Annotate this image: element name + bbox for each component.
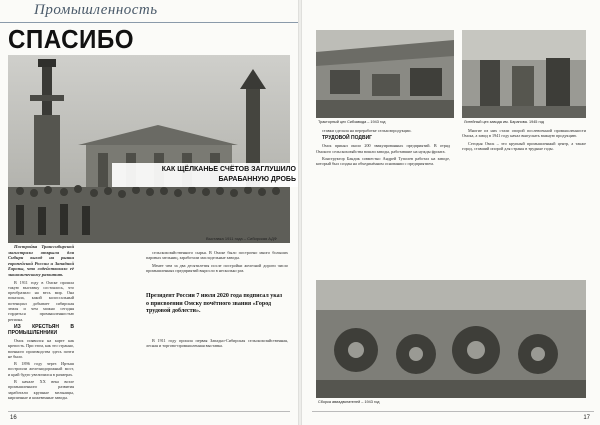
intro-paragraph: Постройка Транссибирской магистрали открыла для Сибири выход на рынки европейской России и Западной Европы, что содействовало её экономическому развитию. — [8, 244, 74, 277]
section-divider — [0, 22, 298, 23]
paragraph: Омск принял около 200 эвакуированных предприятий. В отряд Омского сельскохозяйства вошли заводы, работавшие на нужды фронта. — [316, 143, 450, 154]
paragraph: Менее чем за два десятилетия после постройки железной дороги число промышленных предприятий выросло в несколько раз. — [146, 262, 288, 273]
paragraph: Сегодня Омск – это крупный промышленный центр, а также город, ставший опорой для страны в трудные годы. — [462, 140, 586, 151]
factory-photo-2 — [462, 30, 586, 118]
page-number: 16 — [10, 415, 17, 421]
paragraph: ставки сделала на переработке сельхозпродукции. — [322, 128, 412, 133]
factory-photo-1 — [316, 30, 454, 118]
column-1 — [8, 244, 74, 410]
subheading: ТРУДОВОЙ ПОДВИГ — [322, 135, 373, 142]
left-page — [0, 0, 298, 425]
foundry-photo — [462, 30, 586, 118]
paragraph: В 1896 году через Иртыш построили железнодорожный мост, и край будто увеличился в размерах. — [8, 361, 74, 377]
exhibition-photo — [8, 55, 290, 243]
paragraph: Многие из них стали опорой послевоенной промышленности Омска, а завод в 1941 году начал выпускать важную продукцию. — [462, 128, 586, 139]
main-photo — [8, 55, 290, 243]
tractor-shop-photo — [316, 30, 454, 118]
assembly-photo — [316, 280, 586, 398]
paragraph: Конструктор Бандик совместно Андрей Туполев работал на заводе, который был создан на объединённом основании с предприятием. — [316, 155, 450, 167]
photo-caption: Сборка авиадвигателей – 1943 год — [318, 400, 380, 404]
paragraph: В 1911 году в Омске прошла такую выставку состоялось, что преобразило на весь мир. Она показала, какой колоссальный потенциал добывает сибирская земля и чем можно сегодня гордиться промышленностью региона. — [8, 279, 74, 322]
paragraph: В начале XX века возле промышленного развития заработали крупные мельницы, кирпичные и кожевенные заводы. — [8, 379, 74, 400]
photo-overlay-caption: КАК ЩЁЛКАНЬЕ СЧЁТОВ ЗАГЛУШИЛО БАРАБАННУЮ ДРОБЬ — [112, 163, 298, 187]
factory-photo-3 — [316, 280, 586, 398]
right-page — [302, 0, 600, 425]
paragraph: В 1911 году прошла первая Западно-Сибирская сельскохозяйственная, лесная и торгово-промышленная выставка. — [146, 338, 288, 349]
column-2-top — [146, 250, 288, 290]
footer-rule — [8, 411, 290, 412]
subheading: ИЗ КРЕСТЬЯН В ПРОМЫШЛЕННИКИ — [8, 323, 74, 336]
footer-rule — [312, 411, 594, 412]
photo-caption: Литейный цех завода им. Баранова. 1945 год — [464, 120, 545, 124]
photo-caption: Выставка 1911 года – Сибирская АДФ — [206, 236, 277, 241]
paragraph: Омск появился на карте как крепость. При этом, как это странно, военного производства здесь почти не было. — [8, 337, 74, 359]
column-2 — [462, 128, 586, 298]
section-title: Промышленность — [34, 2, 158, 18]
column-2-bottom — [146, 338, 288, 406]
page-number: 17 — [583, 415, 590, 421]
article-headline: СПАСИБО — [8, 24, 134, 54]
photo-caption: Тракторный цех Сибзавода – 1943 год — [318, 120, 386, 124]
paragraph: сельскохозяйственного сырья. В Омске было построено много больших паровых мельниц, заработали маслодельные заводы. — [146, 250, 288, 261]
pull-quote: Президент России 7 июля 2020 года подписал указ о присвоении Омску почётного звания «Город трудовой доблести». — [146, 293, 283, 314]
